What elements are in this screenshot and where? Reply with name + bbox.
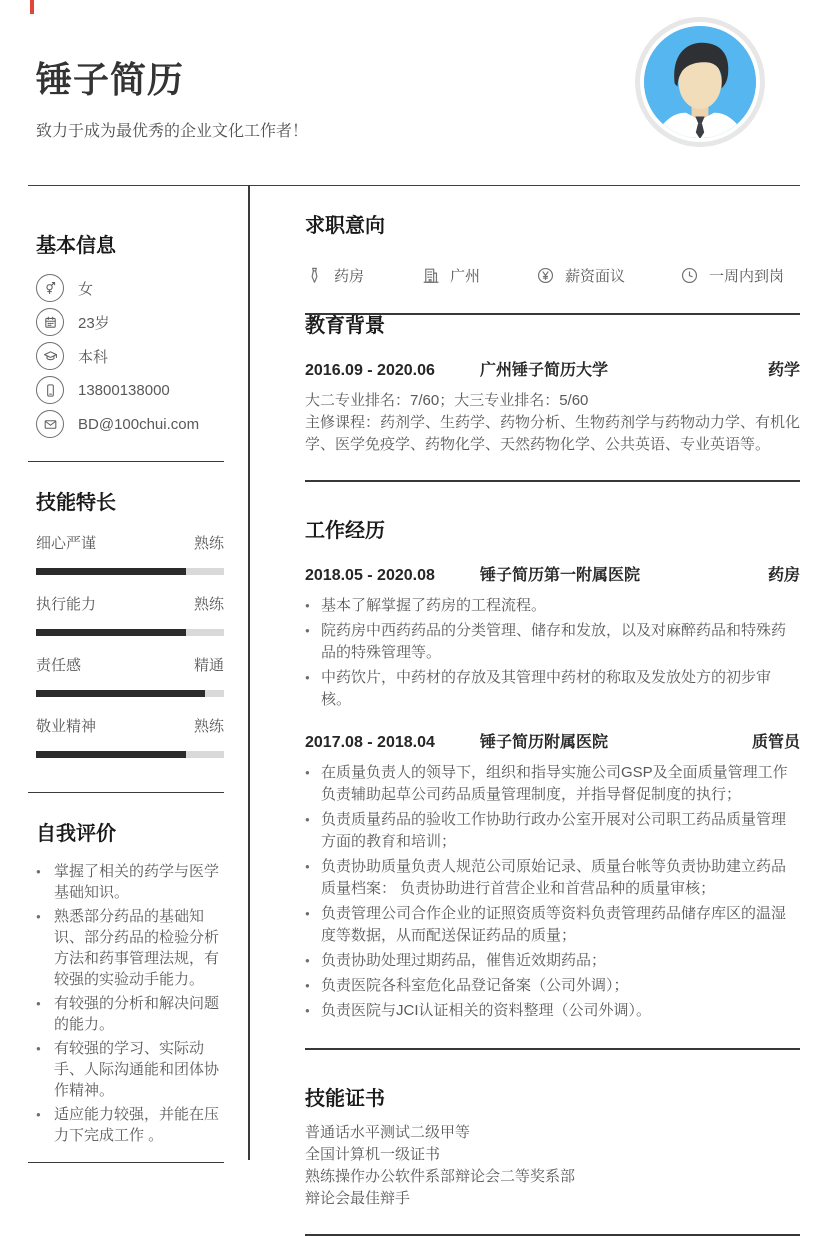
bullet-dot-icon: ● [305,626,310,635]
bullet-dot-icon: ● [36,912,41,921]
intent-label: 一周内到岗 [709,268,785,285]
list-item: ● 掌握了相关的药学与医学基础知识。 [36,863,220,901]
list-item: ● 负责医院与JCI认证相关的资料整理（公司外调）。 [305,1000,800,1022]
list-item-email [36,407,224,441]
bullet-dot-icon: ● [36,1044,41,1053]
intent-position [305,265,421,286]
intent-label: 药房 [334,268,365,285]
intent-label: 薪资面议 [565,268,626,285]
list-item: ● 负责医院各科室危化品登记备案（公司外调）； [305,975,800,997]
main-column [250,185,801,1207]
skill-bar-fill [36,568,186,575]
bullet-dot-icon: ● [305,601,310,610]
page-title: 锤子简历 [36,59,185,100]
age-value: 23岁 [78,314,110,332]
skill-name: 责任感 [36,657,82,674]
gender-icon [36,274,64,302]
skill-bar [36,629,224,636]
job-bullets [305,595,800,711]
skill-name: 敬业精神 [36,718,97,735]
list-item: ● 熟悉部分药品的基础知识、部分药品的检验分析方法和药事管理法规，有较强的实验动手能力。 [36,908,220,988]
skill-bar-fill [36,751,186,758]
intent-city [421,265,536,286]
skills-title: 技能特长 [36,492,116,514]
job-row [305,562,800,585]
job-row [305,729,800,752]
bullet-dot-icon: ● [305,768,310,777]
list-item-degree [36,339,224,373]
bullet-dot-icon: ● [305,981,310,990]
calendar-icon [36,308,64,336]
education-courses: 主修课程：药剂学、生药学、药物分析、生物药剂学与药物动力学、有机化学、医学免疫学、药物化学、天然药物化学、公共英语、专业英语等。 [305,414,801,453]
skill-bar-fill [36,629,186,636]
bullet-dot-icon: ● [305,815,310,824]
sidebar-divider [28,792,224,793]
skill-item [36,656,224,697]
skill-level: 熟练 [193,718,224,735]
certificates-title: 技能证书 [305,1088,385,1110]
bullet-dot-icon: ● [36,999,41,1008]
intent-salary [536,265,680,286]
sidebar-divider [28,1162,224,1163]
page-subtitle: 致力于成为最优秀的企业文化工作者！ [36,123,309,140]
education-period: 2016.09 - 2020.06 [305,362,435,379]
list-item: ● 有较强的分析和解决问题的能力。 [36,995,220,1033]
work-title: 工作经历 [305,520,385,542]
list-item: ● 有较强的学习、实际动手、人际沟通能和团体协作精神。 [36,1040,220,1099]
building-icon [421,266,440,285]
sidebar-divider [28,461,224,462]
certificate-line: 全国计算机一级证书 [305,1146,441,1163]
job-intention-title: 求职意向 [305,215,385,237]
certificate-line: 熟练操作办公软件系部辩论会二等奖系部 [305,1168,576,1185]
self-evaluation-title: 自我评价 [36,823,116,845]
education-school: 广州锤子简历大学 [480,362,609,379]
list-item: ● 负责协助处理过期药品，催售近效期药品； [305,950,800,972]
list-item-age [36,305,224,339]
skill-name: 执行能力 [36,596,97,613]
salary-icon [536,266,555,285]
job-company: 锤子简历第一附属医院 [480,567,641,584]
education-rank: 大二专业排名：7/60；大三专业排名：5/60 [305,392,589,409]
sidebar [28,185,250,1160]
degree-icon [36,342,64,370]
gender-value: 女 [78,280,94,298]
job-period: 2018.05 - 2020.08 [305,567,435,584]
certificates-list [305,1122,800,1210]
avatar-illustration [644,26,756,138]
education-row [305,357,800,380]
job-role: 质管员 [751,734,800,751]
header [28,0,800,186]
list-item-gender [36,271,224,305]
list-item: ● 中药饮片，中药材的存放及其管理中药材的称取及发放处方的初步审核。 [305,667,800,711]
email-value: BD@100chui.com [78,415,200,433]
degree-value: 本科 [78,348,109,366]
skill-level: 精通 [193,657,224,674]
avatar [640,22,760,142]
list-item: ● 负责协助质量负责人规范公司原始记录、质量台帐等负责协助建立药品质量档案： 负责协助进行首营企业和首营品种的质量审核； [305,856,800,900]
bullet-dot-icon: ● [305,909,310,918]
skill-item [36,534,224,575]
clock-icon [680,266,699,285]
skill-bar-fill [36,690,205,697]
bullet-dot-icon: ● [305,673,310,682]
mail-icon [36,410,64,438]
skill-bar [36,751,224,758]
tie-icon [305,266,324,285]
content-columns [28,185,801,1207]
list-item: ● 适应能力较强，并能在压力下完成工作 。 [36,1106,220,1144]
skill-item [36,595,224,636]
job-company: 锤子简历附属医院 [480,734,609,751]
skill-level: 熟练 [193,535,224,552]
bullet-dot-icon: ● [305,956,310,965]
skill-bar [36,568,224,575]
job-period: 2017.08 - 2018.04 [305,734,435,751]
skill-level: 熟练 [193,596,224,613]
bullet-dot-icon: ● [305,862,310,871]
list-item: ● 负责质量药品的验收工作协助行政办公室开展对公司职工药品质量管理方面的教育和培训； [305,809,800,853]
basic-info-list [36,271,224,441]
bullet-dot-icon: ● [36,1110,41,1119]
education-title: 教育背景 [305,315,385,337]
list-item: ● 负责管理公司合作企业的证照资质等资料负责管理药品储存库区的温湿度等数据，从而配送保证药品的质量； [305,903,800,947]
list-item: ● 基本了解掌握了药房的工程流程。 [305,595,800,617]
certificate-line: 普通话水平测试二级甲等 [305,1124,471,1141]
section-divider [305,480,800,482]
certificate-line: 辩论会最佳辩手 [305,1190,411,1207]
list-item: ● 院药房中西药药品的分类管理、储存和发放，以及对麻醉药品和特殊药品的特殊管理等。 [305,620,800,664]
phone-icon [36,376,64,404]
skill-bar [36,690,224,697]
phone-value: 13800138000 [78,381,170,399]
bullet-dot-icon: ● [305,1006,310,1015]
intent-label: 广州 [450,268,481,285]
basic-info-title: 基本信息 [36,235,116,257]
education-major: 药学 [767,362,800,379]
job-intention-row [305,265,800,286]
intent-availability [680,265,784,286]
list-item: ● 在质量负责人的领导下，组织和指导实施公司GSP及全面质量管理工作 负责辅助起草公司药品质量管理制度，并指导督促制度的执行； [305,762,800,806]
skill-item [36,717,224,758]
job-role: 药房 [767,567,800,584]
self-evaluation-list [36,861,224,1146]
section-divider [305,1048,800,1050]
skill-name: 细心严谨 [36,535,97,552]
job-bullets [305,762,800,1022]
bullet-dot-icon: ● [36,867,41,876]
list-item-phone [36,373,224,407]
